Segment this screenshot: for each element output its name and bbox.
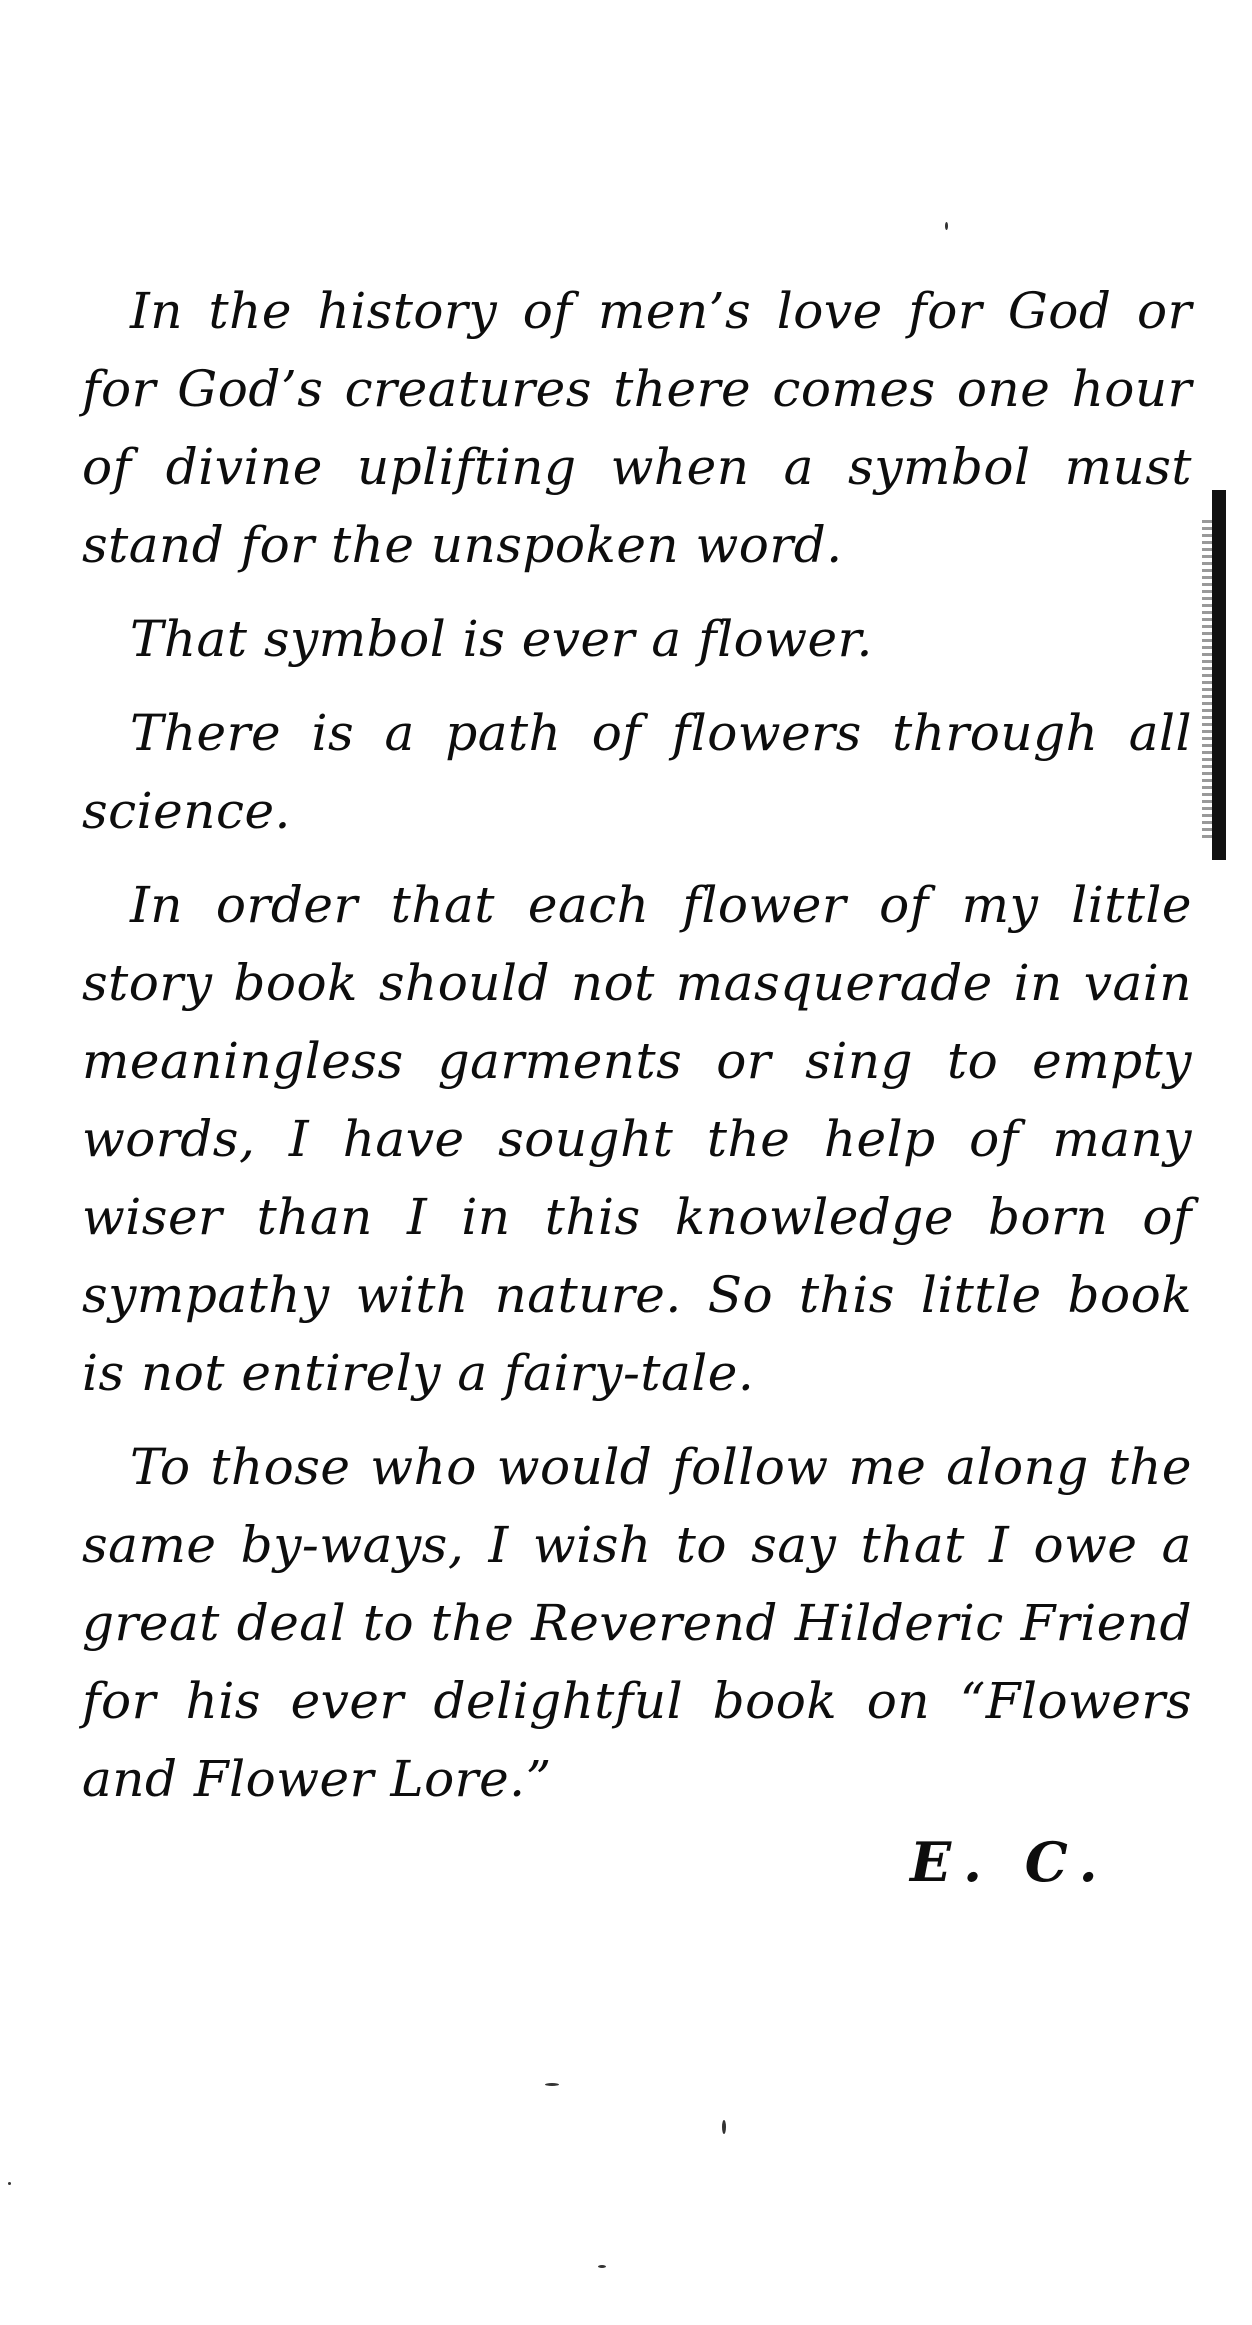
paragraph-2: That symbol is ever a flower. [130,610,873,668]
preface-text [82,272,1192,1834]
scan-speck [545,2083,559,2086]
scan-speck [598,2265,606,2268]
scan-speck [722,2120,726,2134]
author-initials: E. C. [910,1830,1110,1894]
paragraph-1: In the history of men’s love for God or for God’s creatures there comes one hour of divine uplifting when a symbol must stand for the unspoken word. [82,282,1192,574]
paragraph-5: To those who would follow me along the same by-ways, I wish to say that I owe a great deal to the Reverend Hilderic Friend for his ever delightful book on “Flowers and Flower Lore.” [82,1438,1192,1808]
paragraph-4: In order that each flower of my little story book should not masquerade in vain meaningless garments or sing to empty words, I have sought the help of many wiser than I in this knowledge born of sympathy with nature. So this little book is not entirely a fairy-tale. [82,876,1192,1402]
page-edge-shadow [1212,490,1226,860]
page-edge-fray [1202,520,1212,840]
scan-speck [945,222,948,230]
scan-speck [8,2182,11,2185]
paragraph-3: There is a path of flowers through all science. [82,704,1192,840]
